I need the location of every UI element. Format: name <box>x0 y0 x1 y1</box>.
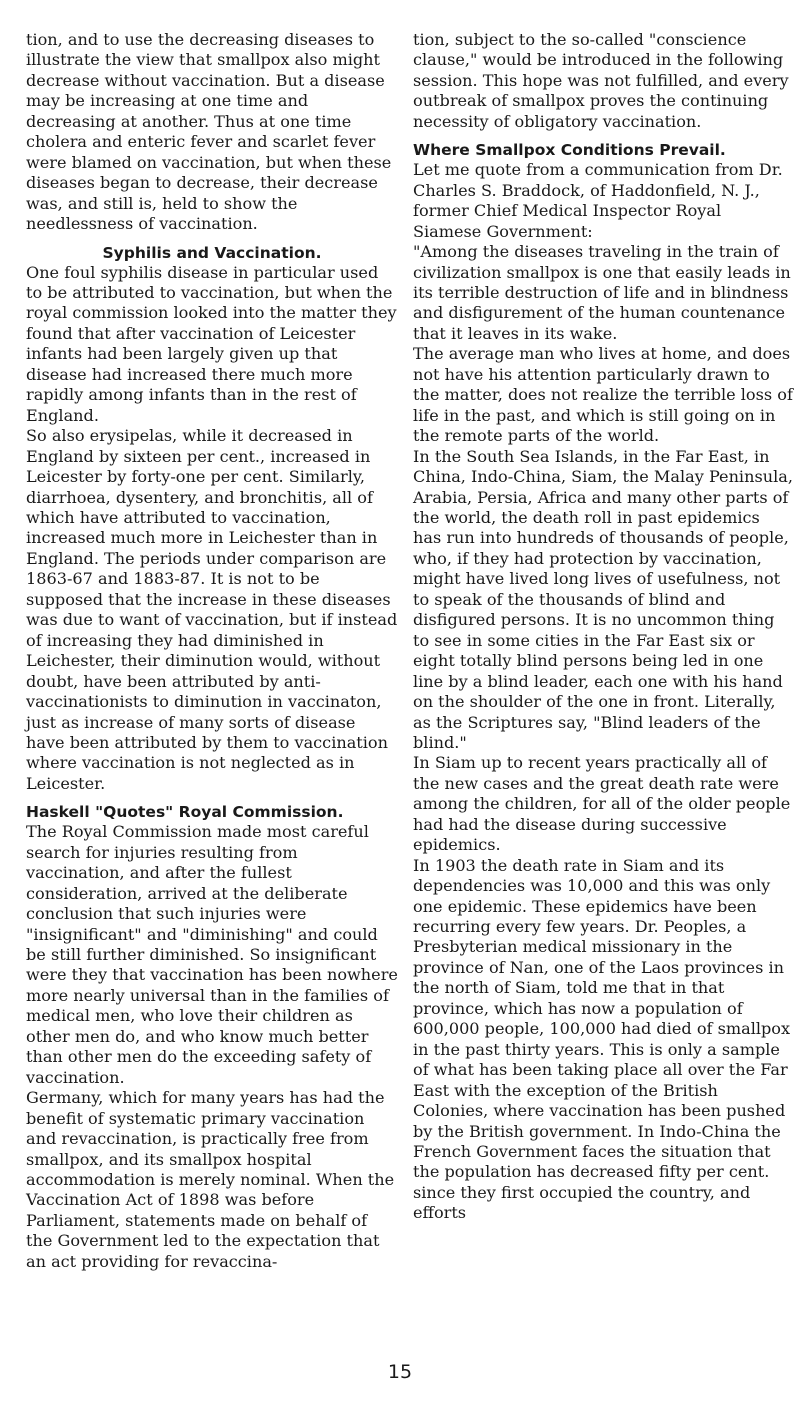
quoted-paragraph: The average man who lives at home, and does not have his attention particularly drawn to the matter, does not realize the terrible loss of life in the past, and which is still going on in the remote parts of the world. <box>413 344 793 446</box>
paragraph: One foul syphilis disease in particular used to be attributed to vaccination, but when the royal commission looked into the matter they found that after vaccination of Leicester infants had been largely given up that disease had increased there much more rapidly among infants than in the rest of England. <box>26 262 397 425</box>
right-column <box>413 30 793 1224</box>
section-heading-syphilis: Syphilis and Vaccination. <box>102 243 322 262</box>
paragraph: tion, and to use the decreasing diseases to illustrate the view that smallpox also might decrease without vaccination. But a disease may be increasing at one time and decreasing at another. Thus at one time cholera and enteric fever and scarlet fever were blamed on vaccination, but when these diseases began to decrease, their decrease was, and still is, held to show the needlessness of vaccination. <box>26 30 392 234</box>
quoted-paragraph: In 1903 the death rate in Siam and its dependencies was 10,000 and this was only one epidemic. These epidemics have been recurring every few years. Dr. Peoples, a Presbyterian medical missionary in the province of Nan, one of the Laos provinces in the north of Siam, told me that in that province, which has now a population of 600,000 people, 100,000 had died of smallpox in the past thirty years. This is only a sample of what has been taking place all over the Far East with the exception of the British Colonies, where vaccination has been pushed by the British government. In Indo-China the French Government faces the situation that the population has decreased fifty per cent. since they first occupied the country, and efforts <box>413 855 791 1223</box>
paragraph: The Royal Commission made most careful search for injuries resulting from vaccination, and after the fullest consideration, arrived at the deliberate conclusion that such injuries were "insignificant" and "diminishing" and could be still further diminished. So insignificant were they that vaccination has been nowhere more nearly universal than in the families of medical men, who love their children as other men do, and who know much better than other men do the exceeding safety of vaccination. <box>26 822 398 1087</box>
paragraph: Germany, which for many years has had the benefit of systematic primary vaccination and revaccination, is practically free from smallpox, and its smallpox hospital accommodation is merely nominal. When the Vaccination Act of 1898 was before Parliament, statements made on behalf of the Government led to the expectation that an act providing for revaccina- <box>26 1088 395 1271</box>
quoted-paragraph: In Siam up to recent years practically all of the new cases and the great death rate were among the children, for all of the older people had had the disease during successive epidemics. <box>413 753 791 855</box>
paragraph: tion, subject to the so-called "conscience clause," would be introduced in the following session. This hope was not fulfilled, and every outbreak of smallpox proves the continuing necessity of obligatory vaccination. <box>413 30 789 131</box>
left-column <box>26 30 398 1272</box>
page-number: 15 <box>387 1361 413 1383</box>
section-heading-where-smallpox: Where Smallpox Conditions Prevail. <box>413 141 726 160</box>
quoted-paragraph: "Among the diseases traveling in the train of civilization smallpox is one that easily leads in its terrible destruction of life and in blindness and disfigurement of the human countenance that it leaves in its wake. <box>413 242 791 343</box>
paragraph: So also erysipelas, while it decreased in England by sixteen per cent., increased in Leicester by forty-one per cent. Similarly, diarrhoea, dysentery, and bronchitis, all of which have attributed to vaccination, increased much more in Leichester than in England. The periods under comparison are 1863-67 and 1883-87. It is not to be supposed that the increase in these diseases was due to want of vaccination, but if instead of increasing they had diminished in Leichester, their diminution would, without doubt, have been attributed by anti-vaccinationists to diminution in vaccinaton, just as increase of many sorts of disease have been attributed by them to vaccination where vaccination is not neglected as in Leicester. <box>26 426 398 793</box>
quoted-paragraph: In the South Sea Islands, in the Far East, in China, Indo-China, Siam, the Malay Peninsula, Arabia, Persia, Africa and many other parts of the world, the death roll in past epidemics has run into hundreds of thousands of people, who, if they had protection by vaccination, might have lived long lives of usefulness, not to speak of the thousands of blind and disfigured persons. It is no uncommon thing to see in some cities in the Far East six or eight totally blind persons being led in one line by a blind leader, each one with his hand on the shoulder of the one in front. Literally, as the Scriptures say, "Blind leaders of the blind." <box>413 446 793 752</box>
section-heading-haskell: Haskell "Quotes" Royal Commission. <box>26 803 344 822</box>
paragraph: Let me quote from a communication from Dr. Charles S. Braddock, of Haddonfield, N. J., former Chief Medical Inspector Royal Siamese Government: <box>413 160 783 241</box>
